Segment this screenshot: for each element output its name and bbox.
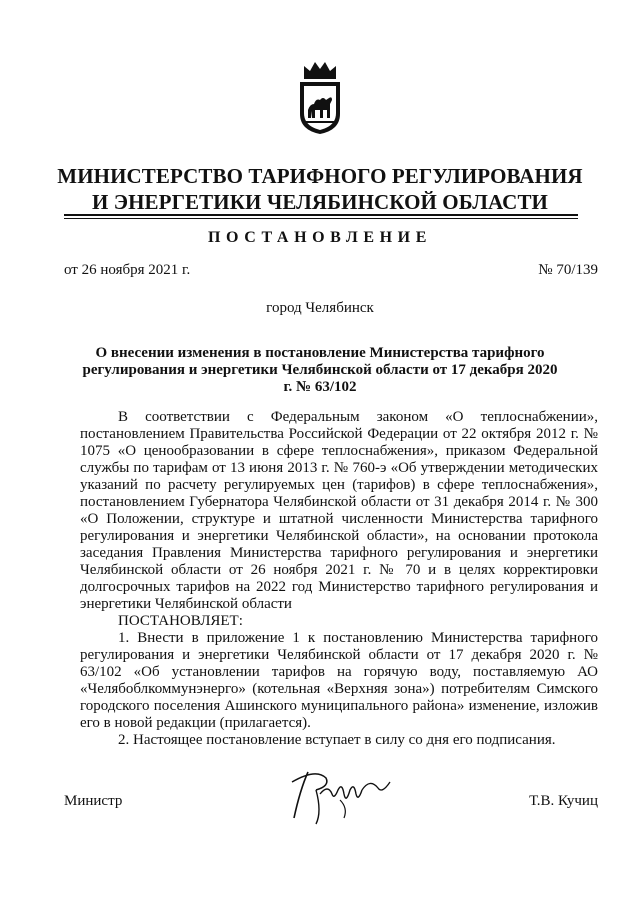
header-divider [64,214,578,216]
decree-word: ПОСТАНОВЛЯЕТ: [118,613,243,629]
document-body [80,409,598,749]
document-subject: О внесении изменения в постановление Министерства тарифного регулирования и энергетики Челябинской области от 17 декабря 2020 г. № 63/102 [82,345,558,395]
signer-name: Т.В. Кучиц [529,793,598,809]
signer-title: Министр [64,793,123,809]
coat-of-arms-icon [296,58,344,136]
document-date: от 26 ноября 2021 г. [64,262,191,278]
ministry-name-line2: И ЭНЕРГЕТИКИ ЧЕЛЯБИНСКОЙ ОБЛАСТИ [92,190,548,214]
item-2-paragraph: 2. Настоящее постановление вступает в силу со дня его подписания. [118,732,556,748]
document-type-heading: ПОСТАНОВЛЕНИЕ [208,229,432,246]
document-number: № 70/139 [538,262,598,278]
handwritten-signature [286,760,398,830]
header-divider-thin [64,218,578,219]
preamble-paragraph: В соответствии с Федеральным законом «О теплоснабжении», постановлением Правительства Российской Федерации от 22 октября 2012 г. № 1075 «О ценообразовании в сфере теплоснабжения», приказом Федеральной службы по тарифам от 13 июня 2013 г. № 760-э «Об утверждении методических указаний по расчету регулируемых цен (тарифов) в сфере теплоснабжения», постановлением Губернатора Челябинской области от 31 декабря 2014 г. № 300 «О Положении, структуре и штатной численности Министерства тарифного регулирования и энергетики Челябинской области», на основании протокола заседания Правления Министерства тарифного регулирования и энергетики Челябинской области от 26 ноября 2021 г. № 70 и в целях корректировки долгосрочных тарифов на 2022 год Министерство тарифного регулирования и энергетики Челябинской области [80,409,598,612]
item-1-paragraph: 1. Внести в приложение 1 к постановлению Министерства тарифного регулирования и энергетики Челябинской области от 17 декабря 2020 г. № 63/102 «Об установлении тарифов на горячую воду, поставляемую АО «Челябоблкоммунэнерго» (котельная «Верхняя зона») потребителям Симского городского поселения Ашинского муниципального района» изменение, изложив его в новой редакции (прилагается). [80,630,598,731]
document-city: город Челябинск [266,300,374,316]
ministry-name-line1: МИНИСТЕРСТВО ТАРИФНОГО РЕГУЛИРОВАНИЯ [57,164,583,188]
